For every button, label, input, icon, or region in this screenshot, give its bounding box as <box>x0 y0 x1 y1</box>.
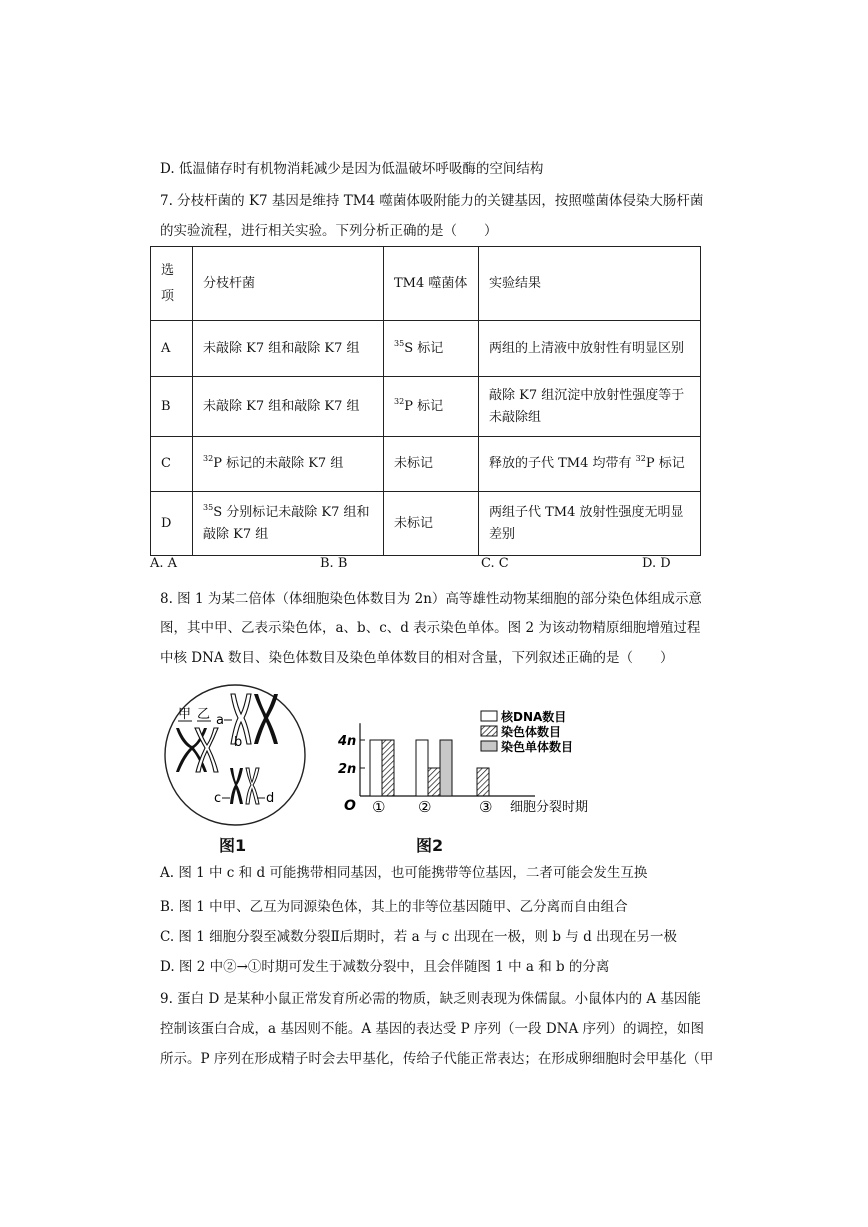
row-b-option: B <box>151 377 193 437</box>
label-d: d <box>266 791 275 806</box>
q7-option-b[interactable]: B. B <box>320 556 348 571</box>
row-d-option: D <box>151 492 193 556</box>
q9-stem-line1: 9. 蛋白 D 是某种小鼠正常发育所必需的物质，缺乏则表现为侏儒鼠。小鼠体内的 A 基因能 <box>160 991 701 1007</box>
q7-option-c[interactable]: C. C <box>481 556 509 571</box>
q8-option-d[interactable]: D. 图 2 中②→①时期可发生于减数分裂中，且会伴随图 1 中 a 和 b 的分离 <box>160 959 610 975</box>
y-tick-label: 2n <box>338 762 357 777</box>
bar-white <box>416 740 428 796</box>
q7-options <box>0 556 868 574</box>
table-row <box>151 321 701 377</box>
legend-swatch <box>481 726 497 736</box>
q7-stem-line1: 7. 分枝杆菌的 K7 基因是维持 TM4 噬菌体吸附能力的关键基因，按照噬菌体侵染大肠杆菌 <box>160 193 704 209</box>
figure1-caption: 图1 <box>219 836 247 855</box>
label-c: c <box>214 791 222 806</box>
row-c-result: 释放的子代 TM4 均带有 $^{32}$P 标记 <box>479 437 701 492</box>
x-tick-label: ② <box>418 798 432 816</box>
q8-option-a[interactable]: A. 图 1 中 c 和 d 可能携带相同基因，也可能携带等位基因，二者可能会发生互换 <box>160 865 648 881</box>
chromosome-d <box>246 768 259 804</box>
q8-option-c[interactable]: C. 图 1 细胞分裂至减数分裂Ⅱ后期时，若 a 与 c 出现在一极，则 b 与 d 出现在另一极 <box>160 929 678 945</box>
legend-label: 核DNA数目 <box>501 710 567 724</box>
q9-stem-line3: 所示。P 序列在形成精子时会去甲基化，传给子代能正常表达；在形成卵细胞时会甲基化（甲 <box>160 1051 714 1067</box>
row-c-option: C <box>151 437 193 492</box>
q7-option-d[interactable]: D. D <box>642 556 671 571</box>
row-a-bacteria: 未敲除 K7 组和敲除 K7 组 <box>193 321 384 377</box>
row-d-result: 两组子代 TM4 放射性强度无明显差别 <box>479 492 701 556</box>
q6-option-d: D. 低温储存时有机物消耗减少是因为低温破坏呼吸酶的空间结构 <box>160 161 544 177</box>
x-axis-label: 细胞分裂时期 <box>510 800 589 815</box>
q7-stem-line2: 的实验流程，进行相关实验。下列分析正确的是（ ） <box>160 223 498 239</box>
chromosome-jia <box>176 728 207 772</box>
row-a-phage: $^{35}$S 标记 <box>384 321 479 377</box>
y-tick-label: 4n <box>338 734 357 749</box>
bar-hatched <box>382 740 394 796</box>
bar-white <box>370 740 382 796</box>
legend-label: 染色单体数目 <box>501 740 574 754</box>
figure2-caption: 图2 <box>416 836 444 855</box>
row-a-result: 两组的上清液中放射性有明显区别 <box>479 321 701 377</box>
table-row <box>151 492 701 556</box>
table-row <box>151 437 701 492</box>
row-d-phage: 未标记 <box>384 492 479 556</box>
table-row <box>151 377 701 437</box>
row-b-bacteria: 未敲除 K7 组和敲除 K7 组 <box>193 377 384 437</box>
table-header-row <box>151 247 701 321</box>
origin-label: O <box>344 798 356 814</box>
header-option: 选项 <box>151 247 193 321</box>
label-jia: 甲 <box>178 707 192 722</box>
q7-table <box>150 246 701 556</box>
chromosome-c <box>230 768 243 804</box>
label-a: a <box>216 713 224 728</box>
row-a-option: A <box>151 321 193 377</box>
figure2-bar-chart <box>335 700 605 822</box>
q7-option-a[interactable]: A. A <box>150 556 178 571</box>
legend-swatch <box>481 711 497 721</box>
figure1-cell-diagram <box>150 680 320 830</box>
x-tick-label: ③ <box>479 798 493 816</box>
chromosome-black-top-right <box>254 694 278 744</box>
q9-stem-line2: 控制该蛋白合成，a 基因则不能。A 基因的表达受 P 序列（一段 DNA 序列）的调控，如图 <box>160 1021 705 1037</box>
row-d-bacteria: $^{35}$S 分别标记未敲除 K7 组和敲除 K7 组 <box>193 492 384 556</box>
chromosome-yi <box>195 728 218 772</box>
label-b: b <box>234 735 243 750</box>
bar-hatched <box>428 768 440 796</box>
header-bacteria: 分枝杆菌 <box>193 247 384 321</box>
legend-swatch <box>481 741 497 751</box>
q8-stem-line2: 图，其中甲、乙表示染色体，a、b、c、d 表示染色单体。图 2 为该动物精原细胞增殖过程 <box>160 620 701 636</box>
legend-label: 染色体数目 <box>501 725 562 739</box>
q8-stem-line1: 8. 图 1 为某二倍体（体细胞染色体数目为 2n）高等雄性动物某细胞的部分染色体组成示意 <box>160 591 702 607</box>
row-c-bacteria: $^{32}$P 标记的未敲除 K7 组 <box>193 437 384 492</box>
q8-option-b[interactable]: B. 图 1 中甲、乙互为同源染色体，其上的非等位基因随甲、乙分离而自由组合 <box>160 899 628 915</box>
row-b-result: 敲除 K7 组沉淀中放射性强度等于未敲除组 <box>479 377 701 437</box>
header-phage: TM4 噬菌体 <box>384 247 479 321</box>
header-result: 实验结果 <box>479 247 701 321</box>
bar-gray <box>440 740 452 796</box>
label-yi: 乙 <box>197 707 211 722</box>
row-b-phage: $^{32}$P 标记 <box>384 377 479 437</box>
row-c-phage: 未标记 <box>384 437 479 492</box>
bar-hatched <box>477 768 489 796</box>
x-tick-label: ① <box>372 798 386 816</box>
q8-stem-line3: 中核 DNA 数目、染色体数目及染色单体数目的相对含量，下列叙述正确的是（ ） <box>160 650 674 666</box>
